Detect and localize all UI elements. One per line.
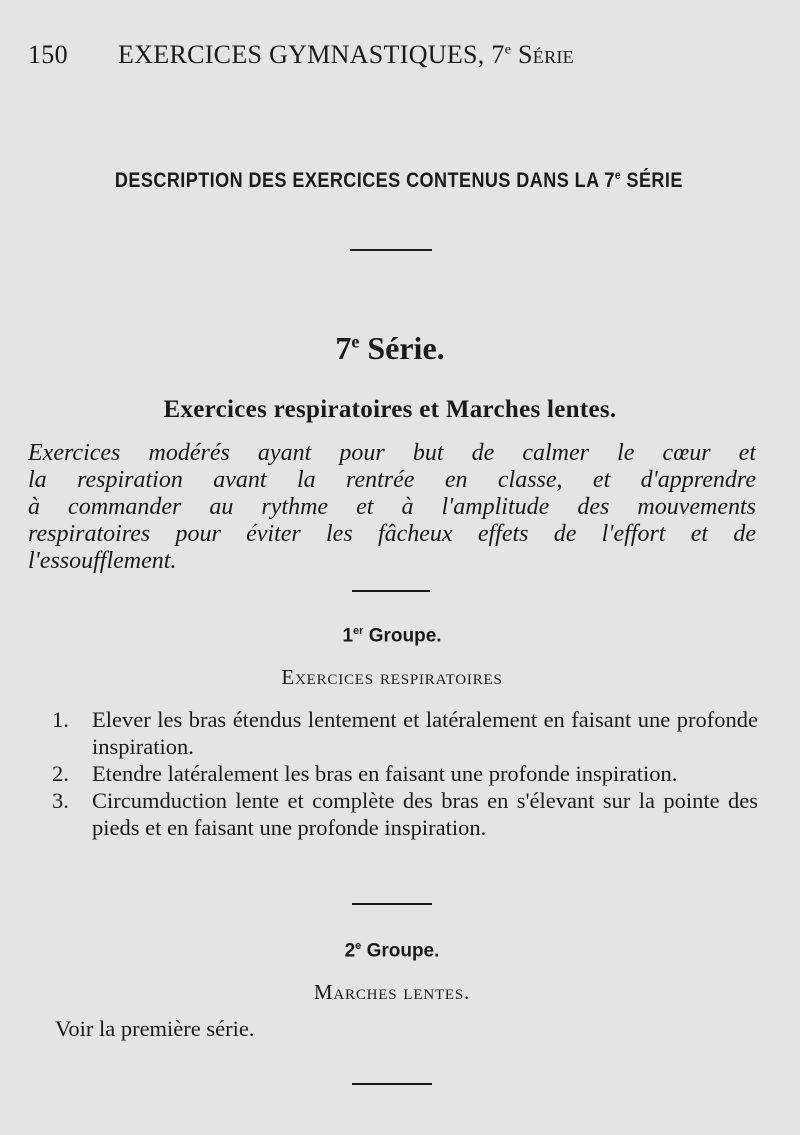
page-number: 150 [28, 40, 68, 69]
item-number: 1. [52, 707, 69, 732]
group-2-heading: 2e Groupe. [344, 940, 440, 962]
item-text: Circumduction lente et complète des bras en s'élevant sur la pointe des pieds et en faisant une profonde inspiration. [92, 788, 758, 840]
description-heading: DESCRIPTION DES EXERCICES CONTENUS DANS LA 7e SÉRIE [114, 168, 683, 192]
group-2-note: Voir la première série. [55, 1016, 255, 1041]
intro-paragraph [28, 440, 756, 575]
item-number: 3. [52, 788, 69, 813]
intro-line: respiratoires pour éviter les fâcheux effets de l'effort et de [28, 521, 756, 547]
divider-rule [352, 1083, 432, 1085]
list-item [52, 787, 758, 841]
divider-rule [352, 903, 432, 905]
running-title: EXERCICES GYMNASTIQUES, 7e Série [118, 40, 574, 69]
intro-line: l'essoufflement. [28, 548, 177, 574]
item-text: Elever les bras étendus lentement et latéralement en faisant une profonde inspiration. [92, 707, 758, 759]
group-1-heading: 1er Groupe. [342, 625, 442, 647]
intro-line: Exercices modérés ayant pour but de calmer le cœur et [28, 440, 756, 466]
group-1-subtitle: Exercices respiratoires [281, 665, 503, 689]
intro-line: à commander au rythme et à l'amplitude des mouvements [28, 494, 756, 520]
divider-rule [350, 249, 432, 251]
item-number: 2. [52, 761, 69, 786]
list-item [52, 760, 758, 787]
serie-title: 7e Série. [335, 330, 445, 366]
item-text: Etendre latéralement les bras en faisant une profonde inspiration. [92, 761, 678, 786]
exercise-list [52, 706, 758, 841]
divider-rule [352, 590, 430, 592]
group-2-subtitle: Marches lentes. [313, 980, 471, 1004]
section-subtitle: Exercices respiratoires et Marches lentes. [163, 396, 617, 423]
intro-line: la respiration avant la rentrée en classe, et d'apprendre [28, 467, 756, 493]
list-item [52, 706, 758, 760]
